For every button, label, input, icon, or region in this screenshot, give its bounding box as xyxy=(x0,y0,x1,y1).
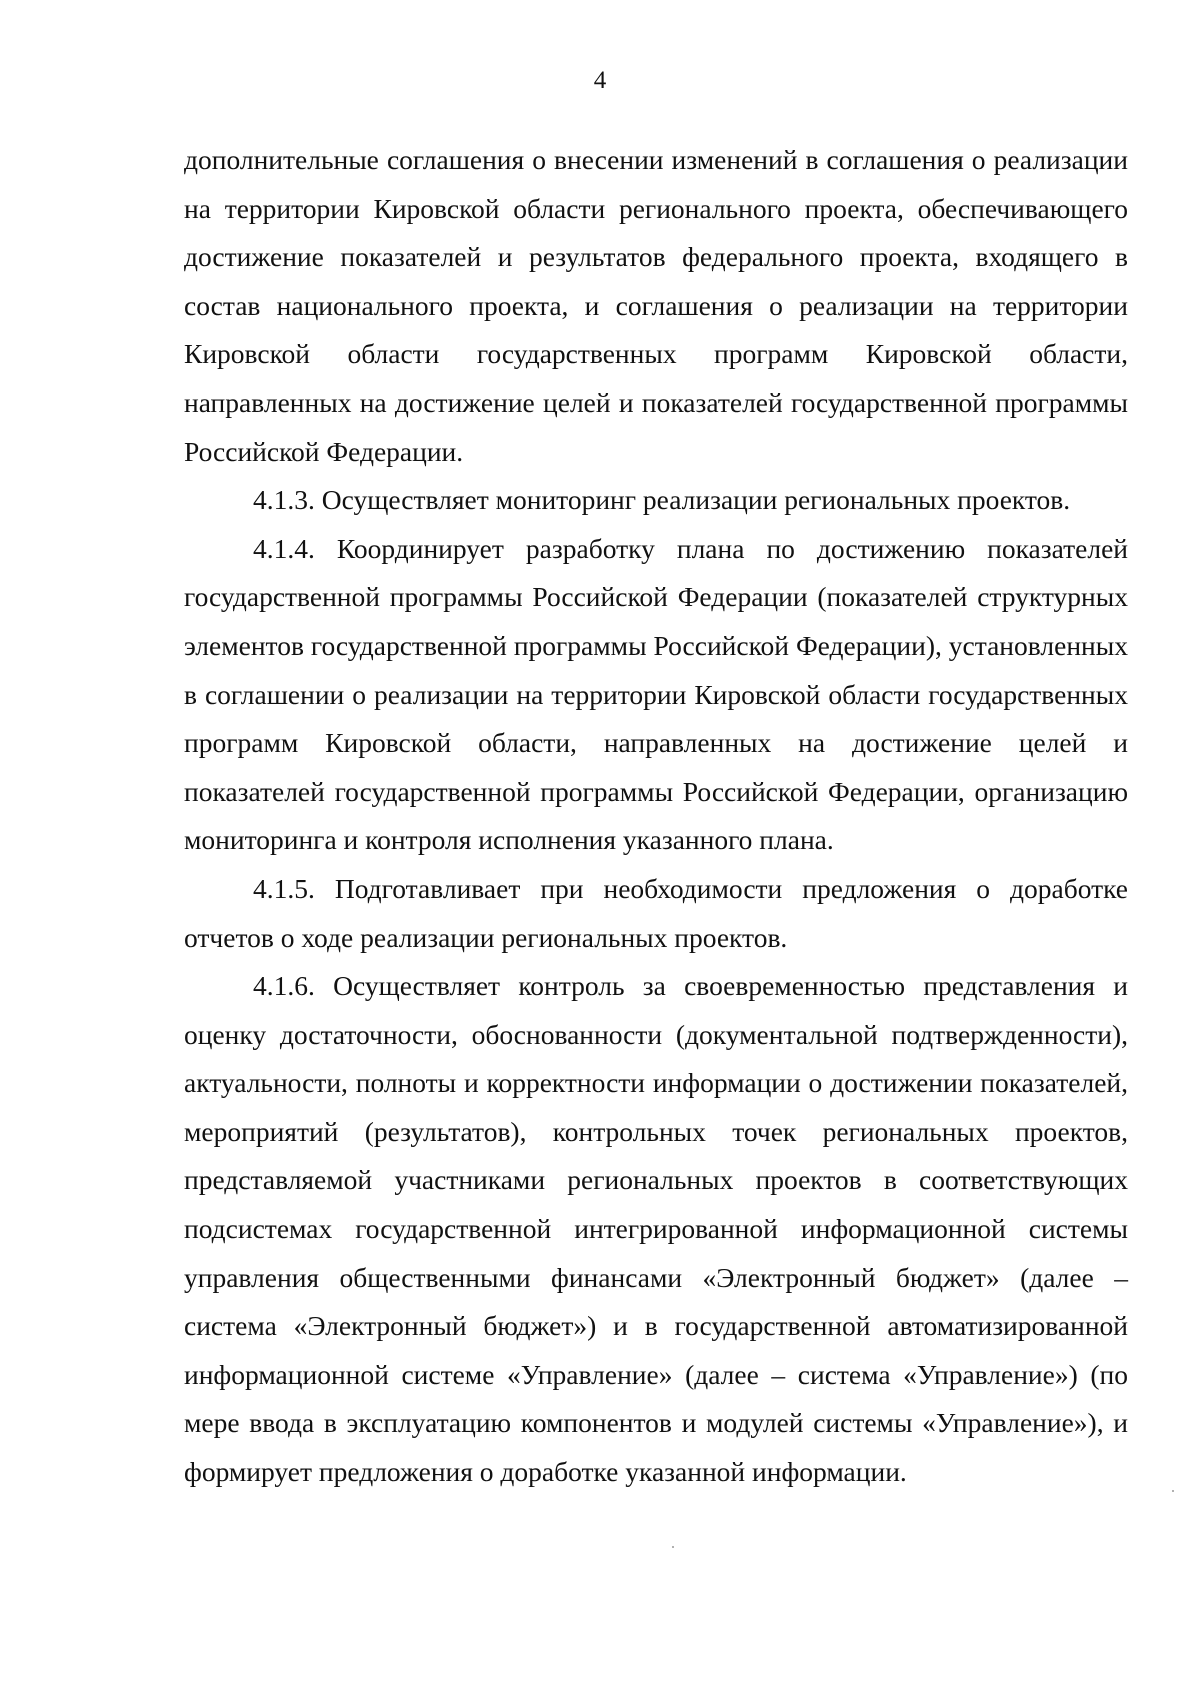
page-number: 4 xyxy=(593,67,607,94)
scan-speck xyxy=(1172,1490,1174,1492)
document-body xyxy=(184,136,1128,1497)
paragraph-4-1-3: 4.1.3. Осуществляет мониторинг реализации региональных проектов. xyxy=(253,484,1071,516)
paragraph-4-1-6: 4.1.6. Осуществляет контроль за своевременностью представления и оценку достаточности, обоснованности (документальной подтвержденности), актуальности, полноты и корректности информации о достижении показателей, мероприятий (результатов), контрольных точек региональных проектов, представляемой участниками региональных проектов в соответствующих подсистемах государственной интегрированной информационной системы управления общественными финансами «Электронный бюджет» (далее – система «Электронный бюджет») и в государственной автоматизированной информационной системе «Управление» (далее – система «Управление») (по мере ввода в эксплуатацию компонентов и модулей системы «Управление»), и формирует предложения о доработке указанной информации. xyxy=(184,970,1128,1488)
paragraph-continuation: дополнительные соглашения о внесении изменений в соглашения о реализации на территории Кировской области регионального проекта, обеспечивающего достижение показателей и результатов федерального проекта, входящего в состав национального проекта, и соглашения о реализации на территории Кировской области государственных программ Кировской области, направленных на достижение целей и показателей государственной программы Российской Федерации. xyxy=(184,144,1128,467)
scan-speck xyxy=(672,1546,674,1548)
paragraph-4-1-5: 4.1.5. Подготавливает при необходимости предложения о доработке отчетов о ходе реализации региональных проектов. xyxy=(184,872,1128,953)
paragraph-4-1-4: 4.1.4. Координирует разработку плана по достижению показателей государственной программы Российской Федерации (показателей структурных элементов государственной программы Российской Федерации), установленных в соглашении о реализации на территории Кировской области государственных программ Кировской области, направленных на достижение целей и показателей государственной программы Российской Федерации, организацию мониторинга и контроля исполнения указанного плана. xyxy=(184,532,1128,856)
